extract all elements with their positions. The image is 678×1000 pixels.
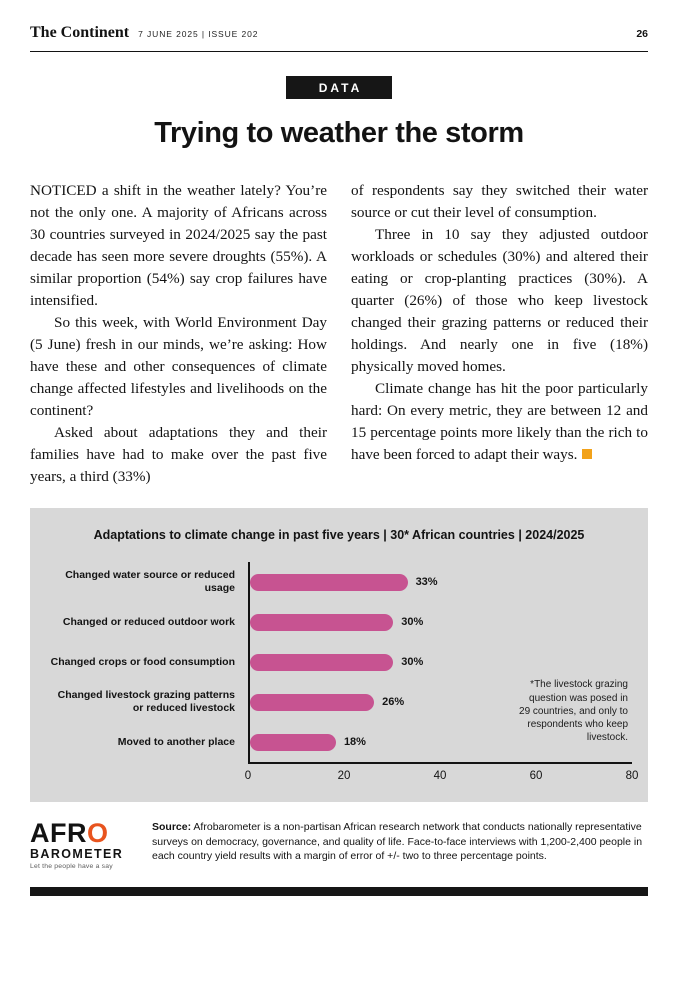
bar — [250, 574, 408, 591]
paragraph — [351, 378, 648, 466]
article-column-left — [30, 180, 327, 488]
x-tick-label: 60 — [529, 770, 543, 783]
bar — [250, 654, 393, 671]
chart-title: Adaptations to climate change in past five years | 30* African countries | 2024/2025 — [93, 528, 585, 543]
source-footer — [30, 820, 648, 870]
logo-o-mark: O — [87, 818, 109, 849]
bottom-rule — [30, 887, 648, 896]
bar-category-labels — [46, 562, 248, 764]
section-badge: DATA — [286, 76, 393, 99]
x-axis-ticks — [244, 770, 639, 790]
logo-tagline: Let the people have a say — [30, 862, 113, 870]
article-title: Trying to weather the storm — [154, 117, 524, 149]
x-tick-label: 80 — [625, 770, 639, 783]
source-label: Source: — [152, 821, 192, 834]
bar-category-label: Changed or reduced outdoor work — [62, 615, 235, 628]
logo-wordmark — [30, 820, 138, 847]
paragraph: NOTICED a shift in the weather lately? You’re not the only one. A majority of Africans across 30 countries surveyed in 2024/2025 say the past decade has seen more severe droughts (55%). A similar proportion (54%) say crop failures have intensified. — [30, 182, 327, 310]
x-tick-label: 0 — [244, 770, 252, 783]
x-tick-label: 20 — [337, 770, 351, 783]
issue-info: 7 JUNE 2025 | ISSUE 202 — [138, 29, 259, 39]
source-text — [152, 820, 648, 863]
page-number: 26 — [636, 28, 648, 40]
bar-category-label: Changed water source or reduced usage — [65, 568, 235, 595]
bar-value-label: 33% — [415, 576, 438, 589]
section-badge-wrap — [30, 76, 648, 99]
masthead-title: The Continent — [30, 24, 130, 41]
article-column-right — [351, 180, 648, 488]
afrobarometer-logo — [30, 820, 138, 870]
bar-category-label: Changed livestock grazing patterns or reduced livestock — [57, 688, 235, 715]
logo-afr-text: AFR — [30, 818, 87, 849]
bar-category-label: Moved to another place — [117, 735, 235, 748]
article-body — [30, 180, 648, 488]
bar-category-label: Changed crops or food consumption — [50, 655, 235, 668]
end-of-article-marker — [582, 449, 592, 459]
chart-footnote: *The livestock grazing question was posed in 29 countries, and only to respondents who keep livestock. — [519, 679, 628, 744]
bar-row — [250, 642, 632, 682]
paragraph: of respondents say they switched their water source or cut their level of consumption. — [351, 182, 648, 222]
source-body: Afrobarometer is a non-partisan African research network that conducts nationally representative surveys on democracy, governance, and quality of life. Face-to-face interviews with 1,200-2,400 people in each country yield results with a margin of error of +/- two to three percentage points. — [152, 821, 643, 863]
paragraph: Asked about adaptations they and their families have had to make over the past five years, a third (33%) — [30, 424, 327, 486]
bar-chart — [46, 562, 632, 764]
paragraph-text: Climate change has hit the poor particularly hard: On every metric, they are between 12 and 15 percentage points more likely than the rich to have been forced to adapt their ways. — [351, 380, 648, 464]
paragraph: Three in 10 say they adjusted outdoor workloads or schedules (30%) and altered their eating or crop-planting practices (30%). A quarter (26%) of those who keep livestock changed their grazing patterns or reduced their holdings. And nearly one in five (18%) physically moved homes. — [351, 226, 648, 376]
bar-value-label: 30% — [401, 656, 424, 669]
bar — [250, 734, 336, 751]
page-header — [30, 24, 648, 52]
bar — [250, 694, 374, 711]
bar-row — [250, 562, 632, 602]
bar-row — [250, 602, 632, 642]
chart-panel — [30, 508, 648, 802]
bar — [250, 614, 393, 631]
bar-value-label: 26% — [382, 696, 405, 709]
logo-barometer-text: BAROMETER — [30, 847, 124, 862]
bar-value-label: 30% — [401, 616, 424, 629]
bar-value-label: 18% — [343, 736, 366, 749]
x-tick-label: 40 — [433, 770, 447, 783]
paragraph: So this week, with World Environment Day (5 June) fresh in our minds, we’re asking: How have these and other consequences of climate change affected lifestyles and livelihoods on the continent? — [30, 314, 327, 420]
